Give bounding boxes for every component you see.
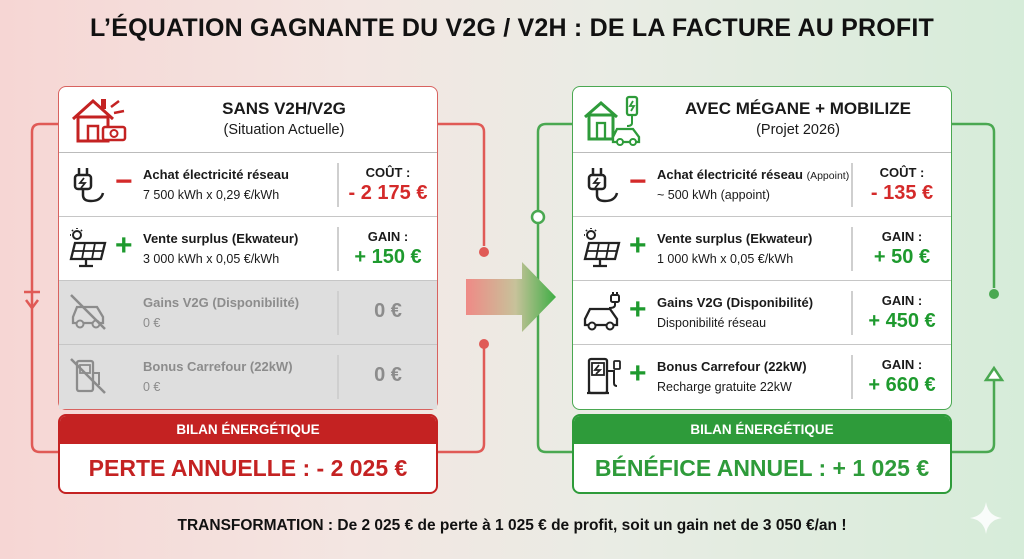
house-expenses-icon bbox=[67, 93, 129, 147]
bilan-profit bbox=[572, 414, 952, 494]
row-name bbox=[657, 167, 849, 182]
row-description: 0 € bbox=[143, 380, 161, 394]
minus-sign: − bbox=[629, 165, 647, 198]
bilan-label: BILAN ÉNERGÉTIQUE bbox=[574, 416, 950, 444]
gain-label: GAIN : bbox=[881, 357, 923, 372]
row-name: Bonus Carrefour (22kW) bbox=[657, 359, 807, 374]
plus-sign: + bbox=[629, 293, 647, 326]
transformation-summary: TRANSFORMATION : De 2 025 € de perte à 1 025 € de profit, soit un gain net de 3 050 €/an ! bbox=[177, 517, 847, 534]
panel-title: SANS V2H/V2G bbox=[222, 99, 346, 118]
panel-header bbox=[59, 87, 437, 153]
bilan-value: BÉNÉFICE ANNUEL : + 1 025 € bbox=[594, 455, 930, 481]
row-v2g-gains bbox=[573, 281, 951, 345]
row-name: Bonus Carrefour (22kW) bbox=[143, 359, 293, 374]
row-carrefour-bonus-disabled bbox=[59, 345, 437, 409]
zero-value: 0 € bbox=[374, 364, 402, 386]
row-description: Disponibilité réseau bbox=[657, 316, 767, 330]
bilan-label: BILAN ÉNERGÉTIQUE bbox=[60, 416, 436, 444]
house-ev-icon bbox=[581, 93, 643, 147]
cost-label: COÛT : bbox=[879, 165, 925, 180]
solar-panel-icon bbox=[67, 227, 109, 269]
row-description: 1 000 kWh x 0,05 €/kWh bbox=[657, 252, 794, 266]
gain-label: GAIN : bbox=[367, 229, 409, 244]
plus-sign: + bbox=[629, 229, 647, 262]
row-name: Gains V2G (Disponibilité) bbox=[143, 295, 300, 310]
bilan-value: PERTE ANNUELLE : - 2 025 € bbox=[88, 455, 408, 481]
no-car-icon bbox=[67, 291, 109, 333]
panel-without-v2g bbox=[58, 86, 438, 410]
row-name: Achat électricité réseau bbox=[143, 167, 289, 182]
row-name: Gains V2G (Disponibilité) bbox=[657, 295, 814, 310]
plug-icon bbox=[581, 163, 623, 205]
gain-value: + 50 € bbox=[873, 246, 931, 268]
solar-panel-icon bbox=[581, 227, 623, 269]
row-description: 3 000 kWh x 0,05 €/kWh bbox=[143, 252, 280, 266]
row-description: ~ 500 kWh (appoint) bbox=[657, 188, 770, 202]
page-title: L’ÉQUATION GAGNANTE DU V2G / V2H : DE LA FACTURE AU PROFIT bbox=[89, 14, 935, 42]
charging-station-icon bbox=[581, 355, 623, 397]
row-v2g-gains-disabled bbox=[59, 281, 437, 345]
car-plug-icon bbox=[581, 291, 623, 333]
bilan-loss bbox=[58, 414, 438, 494]
no-charger-icon bbox=[67, 355, 109, 397]
row-description: 7 500 kWh x 0,29 €/kWh bbox=[143, 188, 280, 202]
sparkle-icon bbox=[968, 500, 1004, 536]
gain-value: + 150 € bbox=[354, 246, 422, 268]
row-surplus-sale bbox=[573, 217, 951, 281]
row-surplus-sale bbox=[59, 217, 437, 281]
row-grid-purchase bbox=[573, 153, 951, 217]
row-carrefour-bonus bbox=[573, 345, 951, 409]
gain-value: + 660 € bbox=[868, 374, 936, 396]
panel-with-v2g bbox=[572, 86, 952, 410]
row-name-extra: (Appoint) bbox=[806, 170, 850, 182]
cost-value: - 2 175 € bbox=[348, 182, 428, 204]
row-description: 0 € bbox=[143, 316, 161, 330]
gain-label: GAIN : bbox=[881, 229, 923, 244]
row-name: Vente surplus (Ekwateur) bbox=[657, 231, 813, 246]
panel-subtitle: (Projet 2026) bbox=[756, 122, 840, 138]
panel-header bbox=[573, 87, 951, 153]
row-description: Recharge gratuite 22kW bbox=[657, 380, 792, 394]
row-grid-purchase bbox=[59, 153, 437, 217]
row-name: Vente surplus (Ekwateur) bbox=[143, 231, 299, 246]
gain-label: GAIN : bbox=[881, 293, 923, 308]
panel-subtitle: (Situation Actuelle) bbox=[223, 122, 345, 138]
zero-value: 0 € bbox=[374, 300, 402, 322]
minus-sign: − bbox=[115, 165, 133, 198]
gain-value: + 450 € bbox=[868, 310, 936, 332]
cost-label: COÛT : bbox=[365, 165, 411, 180]
plus-sign: + bbox=[115, 229, 133, 262]
cost-value: - 135 € bbox=[870, 182, 934, 204]
row-name-text: Achat électricité réseau bbox=[657, 167, 803, 182]
panel-title: AVEC MÉGANE + MOBILIZE bbox=[685, 99, 911, 118]
plus-sign: + bbox=[629, 357, 647, 390]
transform-arrow-icon bbox=[466, 262, 556, 332]
plug-icon bbox=[67, 163, 109, 205]
